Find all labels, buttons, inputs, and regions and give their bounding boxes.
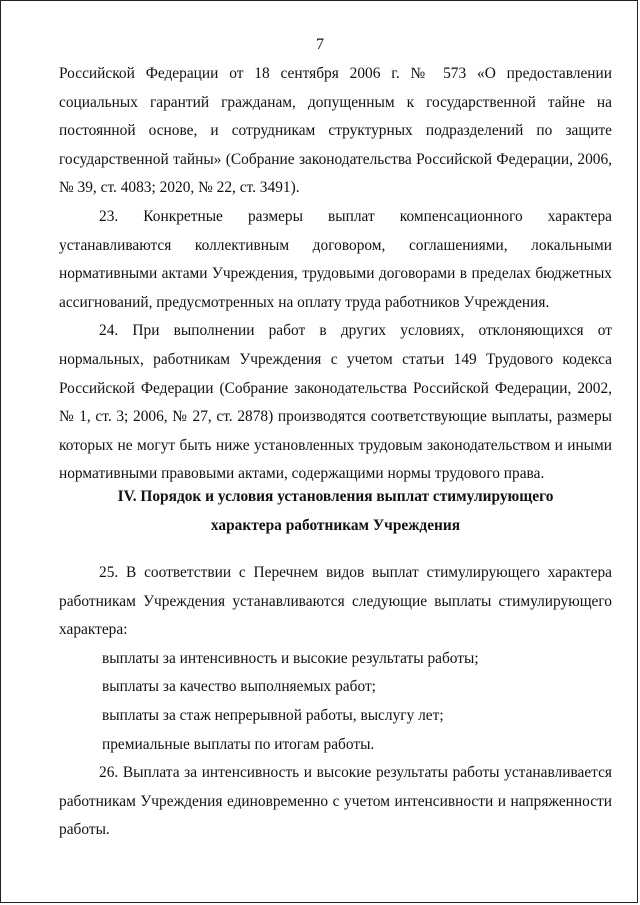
section-heading xyxy=(59,482,612,540)
list-item: выплаты за стаж непрерывной работы, выслугу лет; xyxy=(102,706,444,724)
list-item: выплаты за интенсивность и высокие результаты работы; xyxy=(102,649,479,667)
paragraph-26: 26. Выплата за интенсивность и высокие результаты работы устанавливается работникам Учреждения единовременно с учетом интенсивности и напряженности работы. xyxy=(59,764,612,839)
paragraph-25-block xyxy=(59,559,612,845)
paragraph-23: 23. Конкретные размеры выплат компенсационного характера устанавливаются коллективным договором, соглашениями, локальными нормативными актами Учреждения, трудовыми договорами в пределах бюджетных ассигнований, предусмотренных на оплату труда работников Учреждения. xyxy=(59,207,612,311)
paragraph-25-intro: 25. В соответствии с Перечнем видов выплат стимулирующего характера работникам Учреждения устанавливаются следующие выплаты стимулирующего характера: xyxy=(59,564,612,639)
paragraph-continuation: Российской Федерации от 18 сентября 2006 г. № 573 «О предоставлении социальных гарантий гражданам, допущенным к государственной тайне на постоянной основе, и сотрудникам структурных подразделений по защите государственной тайны» (Собрание законодательства Российской Федерации, 2006, № 39, ст. 4083; 2020, № 22, ст. 3491). xyxy=(59,65,612,197)
paragraph-continuation-block xyxy=(59,60,612,489)
list-item: премиальные выплаты по итогам работы. xyxy=(102,735,375,753)
paragraph-24: 24. При выполнении работ в других условиях, отклоняющихся от нормальных, работникам Учреждения с учетом статьи 149 Трудового кодекса Российской Федерации (Собрание законодательства Российской Федерации, 2002, № 1, ст. 3; 2006, № 27, ст. 2878) производятся соответствующие выплаты, размеры которых не могут быть ниже установленных трудовым законодательством и иными нормативными правовыми актами, содержащими нормы трудового права. xyxy=(59,322,612,483)
list-item: выплаты за качество выполняемых работ; xyxy=(102,678,376,696)
section-heading-line-1: IV. Порядок и условия установления выплат стимулирующего xyxy=(117,488,554,505)
page-number: 7 xyxy=(316,36,324,53)
section-heading-line-2: характера работникам Учреждения xyxy=(210,517,461,534)
